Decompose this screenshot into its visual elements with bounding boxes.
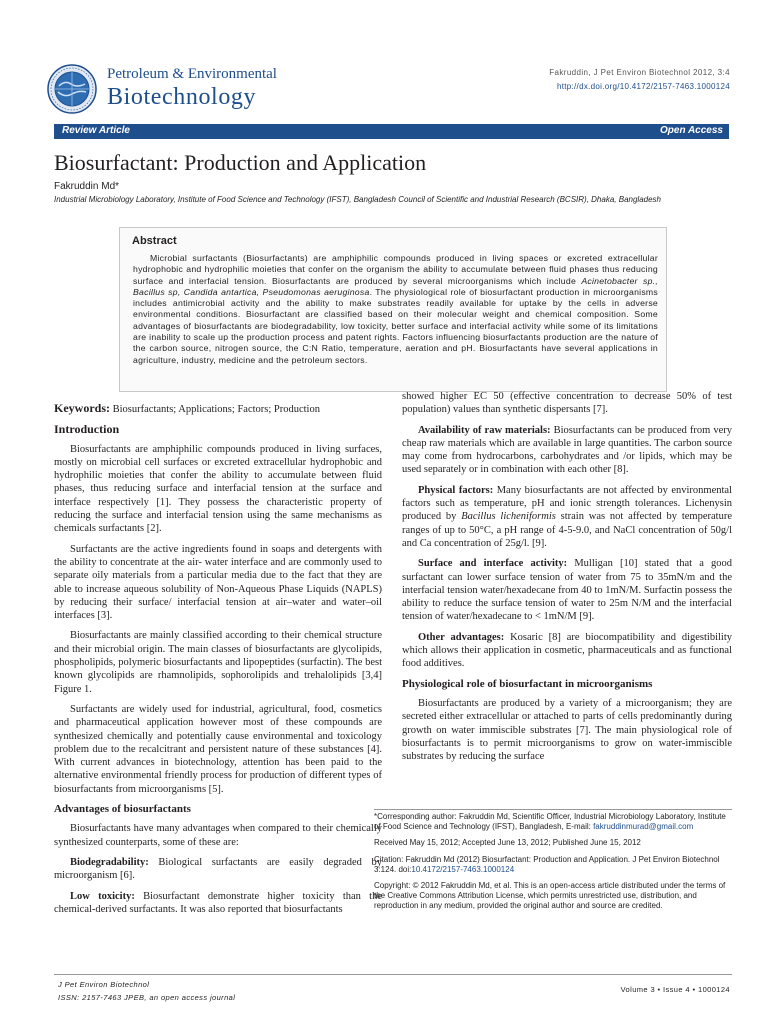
- paragraph: Biosurfactants are amphiphilic compounds produced in living surfaces, mostly on microbial cell surfaces or excreted extracellular hydrophobic and hydrophilic moieties that confer the ability to accumulate between fluid phases, thus reducing surface and interfacial tension at the surface and interface respectively [1]. They possess the characteristic property of reducing the surface and interfacial tension using the same mechanisms as chemicals surfactants [2].: [54, 443, 382, 535]
- abstract-text: Microbial surfactants (Biosurfactants) are amphiphilic compounds produced in living spaces or excreted extracellular hydrophobic and hydrophilic moieties that confer on the organism the ability to accumulate between fluid phases thus reducing surface and interfacial tension. Biosurfactants are produced by several microorganisms which include Acinetobacter sp., Bacillus sp, Candida antartica, Pseudomonas aeruginosa. The physiological role of biosurfactant production in microorganisms includes antimicrobial activity and the ability to make substrates readily available for uptake by the cells in adverse environmental conditions. Biosurfactant are classified based on their molecular weight and chemical composition. Some advantages of biosurfactants are biodegradability, low toxicity, better surface and interfacial activity while some of its limitations are inability to scale up the production process and patent rights. Factors influencing biosurfactants production are the nature of the carbon source, nitrogen source, the C:N Ratio, temperature, aeration and pH. Biosurfactants have several applications in agriculture, industry, medicine and the petroleum sectors.: [133, 253, 659, 365]
- footer-divider: [54, 974, 732, 975]
- footer-volume: Volume 3 • Issue 4 • 1000124: [620, 985, 730, 994]
- article-type-bar: [54, 124, 729, 139]
- paragraph: Surfactants are widely used for industrial, agricultural, food, cosmetics and pharmaceutical application however most of these compounds are synthesized chemically and potentially cause environmental and toxicology problem due to the recalcitrant and persistent nature of these substances [4]. With current advances in biotechnology, attention has been paid to the alternative environmental friendly process for production of different types of biosurfactants from microorganisms [5].: [54, 703, 382, 795]
- abstract-heading: Abstract: [132, 235, 177, 247]
- left-column: [54, 402, 382, 923]
- header-doi-link[interactable]: http://dx.doi.org/10.4172/2157-7463.1000124: [556, 82, 730, 91]
- section-heading-physiological-role: Physiological role of biosurfactant in microorganisms: [402, 677, 653, 690]
- section-heading-advantages: Advantages of biosurfactants: [54, 803, 191, 816]
- paragraph: Biosurfactants are produced by a variety of a microorganism; they are secreted either extracellular or attached to parts of cells predominantly during growth on water immiscible substrates [7]. The main physiological role of biosurfactants is to permit microorganisms to grow on water-immiscible substrates by reducing the surface: [402, 697, 732, 763]
- paragraph: Surface and interface activity: Mulligan [10] stated that a good surfactant can lower surface tension of water from 75 to 35mN/m and the interfacial tension water/hexadecane from 40 to 1mN/M. Surfactin possess the ability to reduce the surface tension of water to 25m N/M and the interfacial tension of water/hexadecane to < 1mN/M [9].: [402, 558, 733, 623]
- paragraph: Availability of raw materials: Biosurfactants can be produced from very cheap raw materials which are available in large quantities. The carbon source may come from hydrocarbons, carbohydrates and /or lipids, which may be used separately or in combination with each other [8].: [402, 424, 732, 476]
- email-link[interactable]: fakruddinmurad@gmail.com: [593, 822, 694, 832]
- section-heading-introduction: Introduction: [54, 422, 120, 437]
- journal-logo: [47, 64, 97, 114]
- paragraph: showed higher EC 50 (effective concentration to decrease 50% of test population) values than synthetic dispersants [7].: [402, 391, 732, 416]
- paragraph: Low toxicity: Biosurfactant demonstrate higher toxicity than the chemical-derived surfactants. It was also reported that biosurfactants: [54, 890, 382, 915]
- paragraph: Other advantages: Kosaric [8] are biocompatibility and digestibility which allows their application in cosmetic, pharmaceuticals and as functional food additives.: [402, 631, 732, 670]
- copyright-line: Copyright: © 2012 Fakruddin Md, et al. This is an open-access article distributed under the terms of the Creative Commons Attribution License, which permits unrestricted use, distribution, and reproduction in any medium, provided the original author and source are credited.: [374, 881, 726, 911]
- paragraph: Surfactants are the active ingredients found in soaps and detergents with the ability to concentrate at the air- water interface and are commonly used to separate oily materials from a particular media due to the fact that they are able to increase aqueous solubility of Non-Aqueous Phase Liquids (NAPLS) by reducing their surface/ interfacial tension at air–water and water–oil interfaces [3].: [54, 543, 382, 622]
- footnote-divider: [374, 809, 732, 810]
- article-type-label: Review Article: [62, 125, 130, 136]
- open-access-label: Open Access: [660, 125, 723, 136]
- journal-name-line2: Biotechnology: [107, 84, 257, 110]
- article-title: Biosurfactant: Production and Application: [54, 150, 427, 175]
- corresponding-author: *Corresponding author: Fakruddin Md, Scientific Officer, Industrial Microbiology Laboratory, Institute of Food Science and Technology (IFST), Bangladesh, E-mail: fakruddinmurad@gmail.com: [374, 812, 726, 832]
- abstract-box: [119, 227, 667, 392]
- citation-line: Citation: Fakruddin Md (2012) Biosurfactant: Production and Application. J Pet Environ Biotechnol 3:124. doi:10.4172/2157-7463.1000124: [374, 854, 720, 874]
- footer-journal: J Pet Environ Biotechnol: [58, 980, 150, 989]
- journal-name-line1: Petroleum & Environmental: [107, 66, 277, 82]
- footer-issn: ISSN: 2157-7463 JPEB, an open access journal: [58, 993, 236, 1002]
- globe-seal-icon: [47, 64, 97, 114]
- paragraph: Biodegradability: Biological surfactants are easily degraded by microorganism [6].: [54, 856, 382, 882]
- keywords: Keywords: Biosurfactants; Applications; Factors; Production: [54, 401, 320, 415]
- header-citation: Fakruddin, J Pet Environ Biotechnol 2012, 3:4: [549, 68, 730, 77]
- paragraph: Biosurfactants have many advantages when compared to their chemically synthesized counterparts, some of these are:: [54, 823, 382, 848]
- author-affiliation: Industrial Microbiology Laboratory, Institute of Food Science and Technology (IFST), Bangladesh Council of Scientific and Industrial Research (BCSIR), Dhaka, Bangladesh: [54, 195, 661, 204]
- author-name: Fakruddin Md*: [54, 181, 120, 192]
- paragraph: Biosurfactants are mainly classified according to their chemical structure and their microbial origin. The main classes of biosurfactants are glycolipids, phospholipids, polymeric biosurfactants and lipopeptides (surfactin). The best known glycolipids are rhamnolipids, sophorolipids and trehalolipids [3,4] Figure 1.: [54, 630, 382, 695]
- paragraph: Physical factors: Many biosurfactants are not affected by environmental factors such as temperature, pH and ionic strength tolerances. Lichenysin produced by Bacillus licheniformis strain was not affected by temperature ranges of up to 50°C, a pH range of 4-5-9.0, and NaCl concentration of 50g/l and Ca concentration of 25g/l. [9].: [402, 484, 732, 549]
- footnote-box: [374, 812, 732, 918]
- dates-line: Received May 15, 2012; Accepted June 13, 2012; Published June 15, 2012: [374, 838, 641, 848]
- citation-doi-link[interactable]: 10.4172/2157-7463.1000124: [411, 864, 515, 874]
- right-column: [402, 391, 733, 770]
